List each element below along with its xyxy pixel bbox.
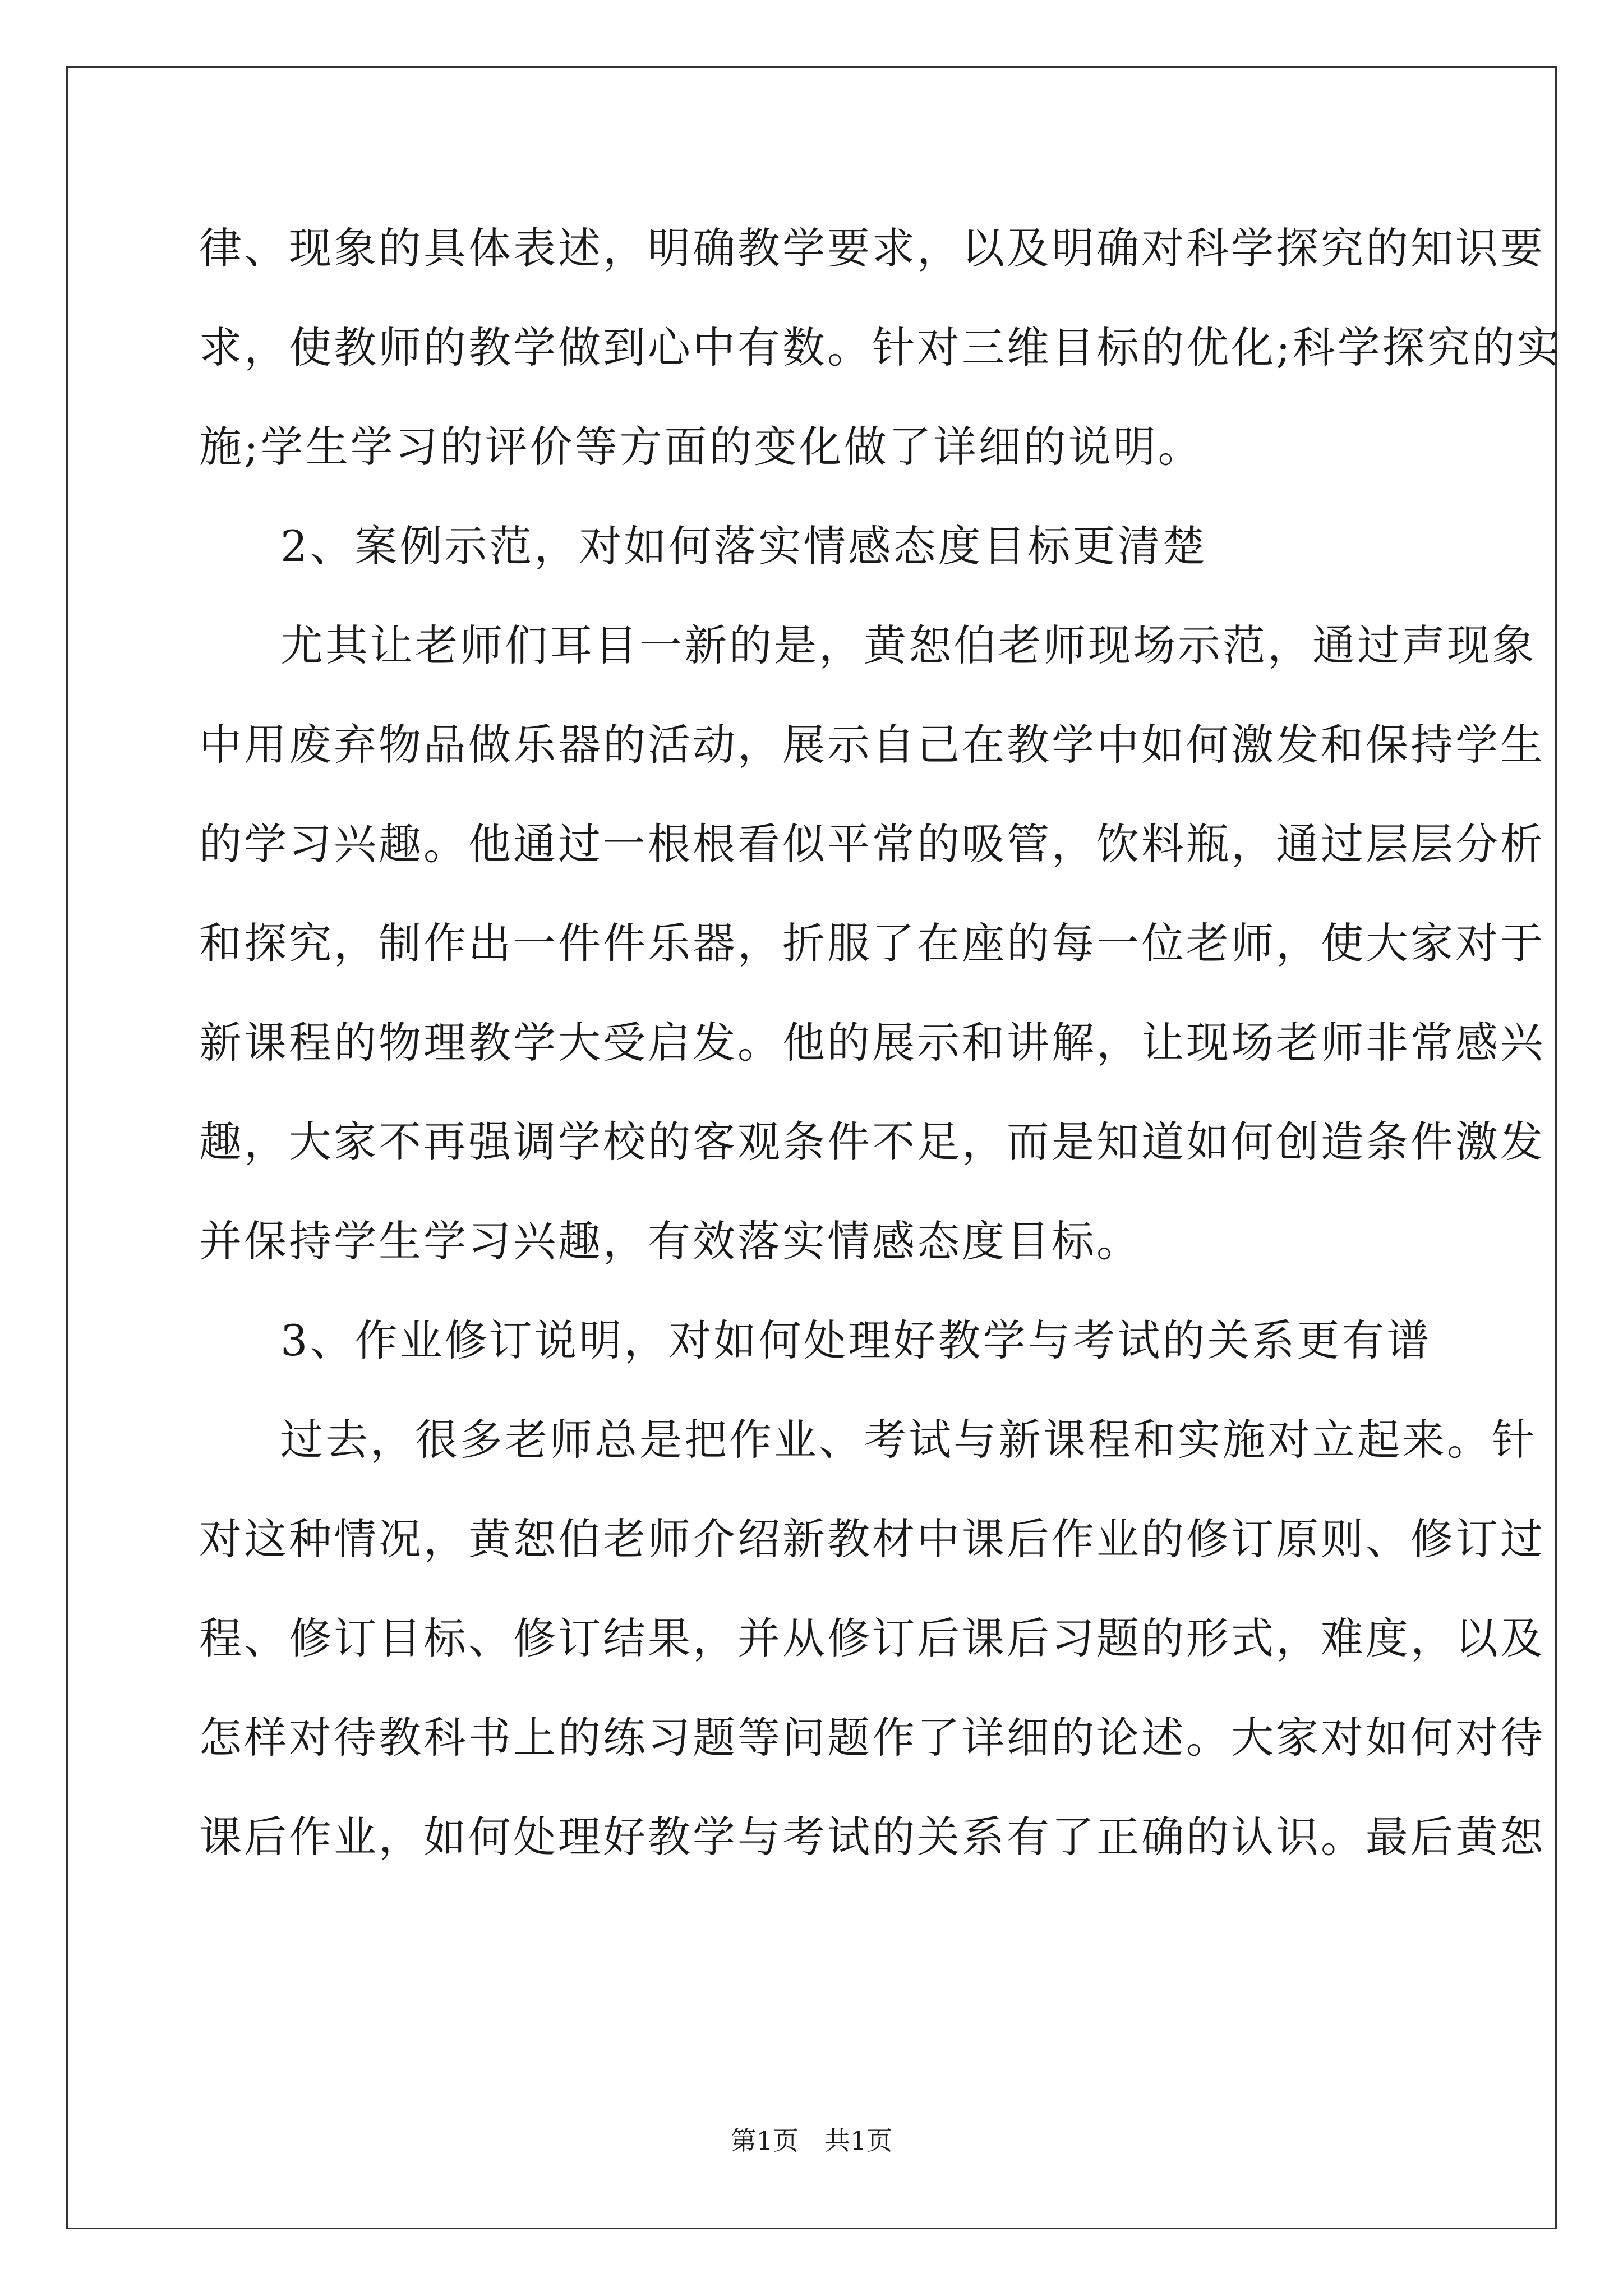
text-line: 过去，很多老师总是把作业、考试与新课程和实施对立起来。针 xyxy=(280,1415,1537,1465)
text-line: 新课程的物理教学大受启发。他的展示和讲解，让现场老师非常感兴 xyxy=(199,1018,1545,1068)
text-line: 课后作业，如何处理好教学与考试的关系有了正确的认识。最后黄恕 xyxy=(199,1812,1545,1862)
text-line: 中用废弃物品做乐器的活动，展示自己在教学中如何激发和保持学生 xyxy=(199,720,1545,770)
text-line: 律、现象的具体表述，明确教学要求，以及明确对科学探究的知识要 xyxy=(199,223,1545,273)
text-line: 和探究，制作出一件件乐器，折服了在座的每一位老师，使大家对于 xyxy=(199,918,1545,968)
text-line: 并保持学生学习兴趣，有效落实情感态度目标。 xyxy=(199,1216,1141,1266)
text-line: 求，使教师的教学做到心中有数。针对三维目标的优化;科学探究的实 xyxy=(199,323,1562,372)
text-line: 怎样对待教科书上的练习题等问题作了详细的论述。大家对如何对待 xyxy=(199,1713,1545,1763)
text-line: 对这种情况，黄恕伯老师介绍新教材中课后作业的修订原则、修订过 xyxy=(199,1514,1545,1564)
text-line: 趣，大家不再强调学校的客观条件不足，而是知道如何创造条件激发 xyxy=(199,1117,1545,1167)
section-heading: 3、作业修订说明，对如何处理好教学与考试的关系更有谱 xyxy=(280,1315,1432,1365)
page-number: 第1页 共1页 xyxy=(730,2125,893,2156)
text-line: 施;学生学习的评价等方面的变化做了详细的说明。 xyxy=(199,422,1203,472)
text-line: 的学习兴趣。他通过一根根看似平常的吸管，饮料瓶，通过层层分析 xyxy=(199,819,1545,869)
section-heading: 2、案例示范，对如何落实情感态度目标更清楚 xyxy=(280,521,1207,571)
text-line: 程、修订目标、修订结果，并从修订后课后习题的形式，难度，以及 xyxy=(199,1613,1545,1663)
text-line: 尤其让老师们耳目一新的是，黄恕伯老师现场示范，通过声现象 xyxy=(280,620,1537,670)
